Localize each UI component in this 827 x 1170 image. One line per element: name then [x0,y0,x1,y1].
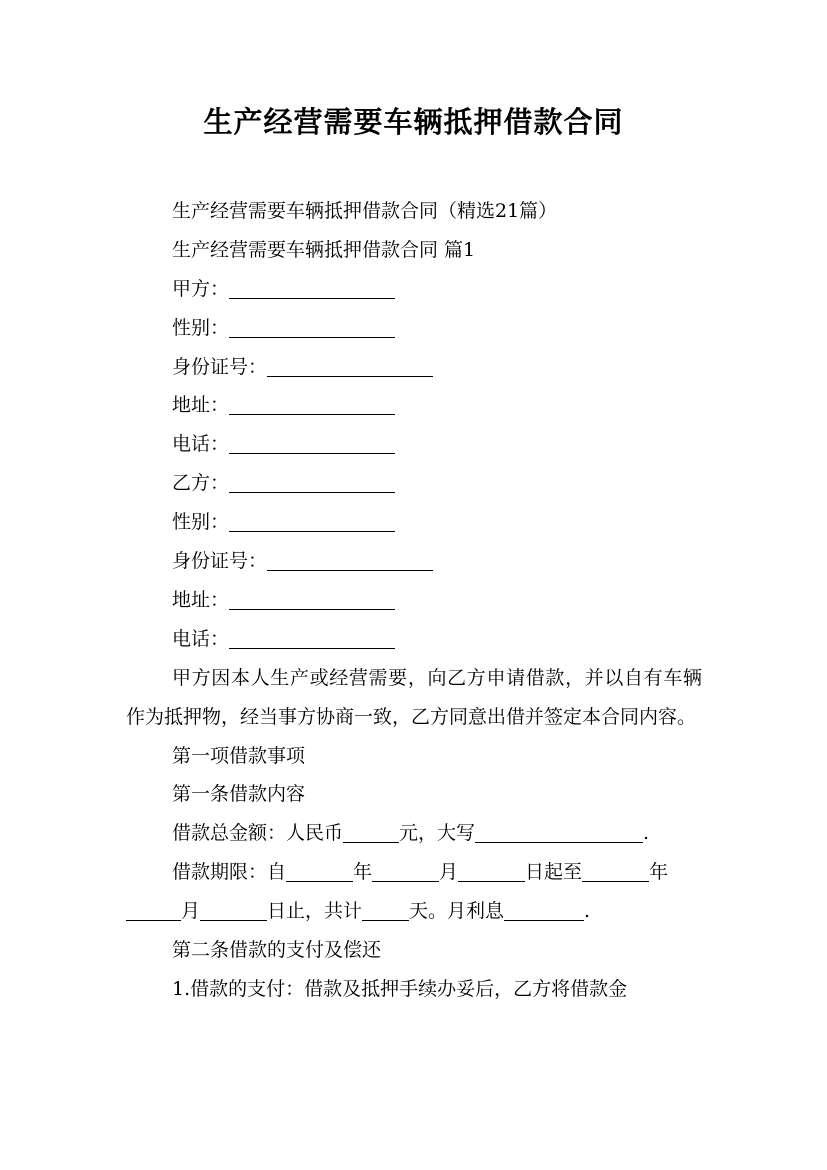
loan-term-start-day-blank [458,880,525,882]
loan-term-line-2 [126,892,702,931]
party-a-phone-label: 电话： [172,433,230,456]
loan-amount-blank [343,841,399,843]
loan-term-end-year-blank [582,880,649,882]
party-b-label: 乙方： [172,472,230,495]
party-b-phone-blank [229,647,395,649]
clause-2-item-1: 1.借款的支付：借款及抵押手续办妥后，乙方将借款金 [172,977,628,1000]
party-a-blank [229,297,395,299]
party-a-gender-label: 性别： [172,316,230,339]
party-b-phone-label: 电话： [172,627,230,650]
article-heading: 生产经营需要车辆抵押借款合同 篇1 [172,238,476,261]
loan-term-day-end: 日止，共计 [267,900,363,923]
loan-amount-end: . [643,822,650,845]
party-b-address-blank [229,608,395,610]
party-a-gender-line [126,309,702,348]
loan-term-end-month-blank [126,919,181,921]
party-a-id-blank [267,375,433,377]
loan-term-start-month-blank [372,880,439,882]
loan-amount-words-blank [475,841,643,843]
loan-term-month: 月 [439,861,459,884]
party-a-phone-line [126,425,702,464]
loan-term-end: . [584,900,591,923]
party-a-address-label: 地址： [172,394,230,417]
loan-term-year: 年 [353,861,373,884]
loan-term-days-blank [362,919,409,921]
loan-amount-unit: 元，大写 [399,822,476,845]
party-a-line [126,270,702,309]
party-b-id-blank [267,569,433,571]
party-a-phone-blank [229,452,395,454]
party-b-id-label: 身份证号： [172,550,268,573]
section-1-heading: 第一项借款事项 [172,744,306,767]
party-a-gender-blank [229,336,395,338]
document-body [126,192,702,1009]
loan-amount-line [126,814,702,853]
party-b-phone-line [126,620,702,659]
loan-term-interest-blank [504,919,584,921]
party-b-address-line [126,581,702,620]
loan-term-line [126,853,702,892]
loan-term-end-day-blank [200,919,267,921]
loan-term-days: 天。月利息 [409,900,505,923]
party-a-id-label: 身份证号： [172,355,268,378]
loan-amount-prefix: 借款总金额：人民币 [172,822,344,845]
loan-term-day-start: 日起至 [525,861,583,884]
party-a-address-blank [229,413,395,415]
party-a-label: 甲方： [172,277,230,300]
party-b-blank [229,491,395,493]
loan-term-start-year-blank [286,880,353,882]
loan-term-year2: 年 [649,861,669,884]
party-b-line [126,464,702,503]
document-title: 生产经营需要车辆抵押借款合同 [203,105,624,139]
party-a-id-line [126,348,702,387]
clause-1-heading: 第一条借款内容 [172,783,306,806]
party-b-address-label: 地址： [172,588,230,611]
party-b-id-line [126,542,702,581]
intro-paragraph: 甲方因本人生产或经营需要，向乙方申请借款，并以自有车辆作为抵押物，经当事方协商一致，乙方同意出借并签定本合同内容。 [126,666,702,728]
party-b-gender-label: 性别： [172,511,230,534]
clause-2-heading: 第二条借款的支付及偿还 [172,938,382,961]
loan-term-prefix: 借款期限：自 [172,861,287,884]
party-b-gender-blank [229,530,395,532]
document-subtitle: 生产经营需要车辆抵押借款合同（精选21篇） [172,200,558,222]
loan-term-month2: 月 [181,900,201,923]
party-b-gender-line [126,503,702,542]
party-a-address-line [126,386,702,425]
